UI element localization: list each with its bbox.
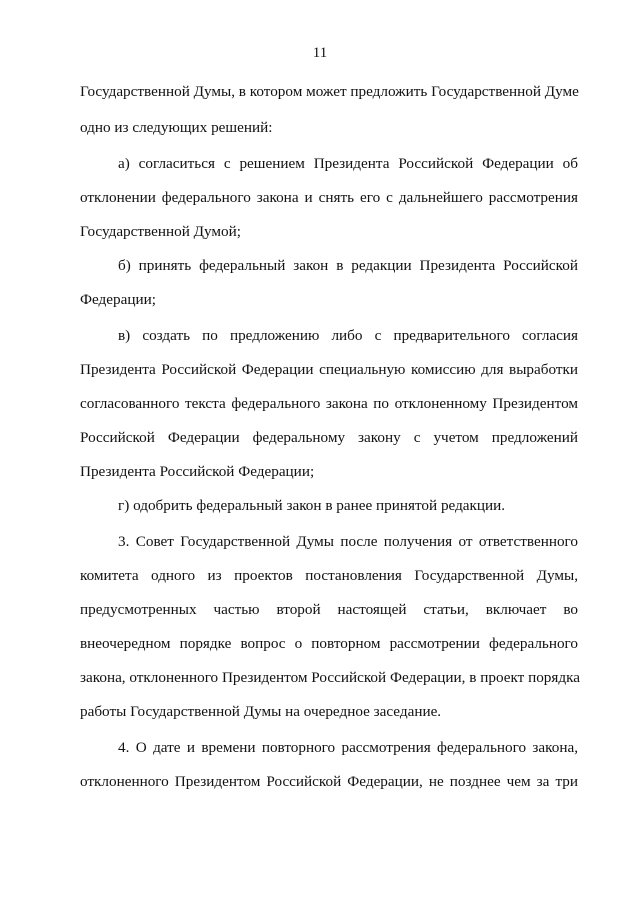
text-line: отклоненного Президентом Российской Федерации, не позднее чем за три xyxy=(80,773,578,790)
text-line: согласованного текста федерального закона по отклоненному Президентом xyxy=(80,395,578,412)
text-line: 4. О дате и времени повторного рассмотрения федерального закона, xyxy=(118,739,578,756)
text-line: комитета одного из проектов постановления Государственной Думы, xyxy=(80,567,578,584)
text-line: одно из следующих решений: xyxy=(80,119,273,136)
text-line: Государственной Думой; xyxy=(80,223,241,240)
text-line: а) согласиться с решением Президента Российской Федерации об xyxy=(118,155,578,172)
text-line: Президента Российской Федерации специальную комиссию для выработки xyxy=(80,361,578,378)
text-line: Государственной Думы, в котором может предложить Государственной Думе xyxy=(80,83,579,100)
text-line: отклонении федерального закона и снять его с дальнейшего рассмотрения xyxy=(80,189,578,206)
text-line: внеочередном порядке вопрос о повторном рассмотрении федерального xyxy=(80,635,578,652)
text-line: 3. Совет Государственной Думы после получения от ответственного xyxy=(118,533,578,550)
text-line: работы Государственной Думы на очередное заседание. xyxy=(80,703,442,720)
text-line: б) принять федеральный закон в редакции Президента Российской xyxy=(118,257,578,274)
text-line: Российской Федерации федеральному закону с учетом предложений xyxy=(80,429,578,446)
text-line: в) создать по предложению либо с предварительного согласия xyxy=(118,327,578,344)
text-line: г) одобрить федеральный закон в ранее принятой редакции. xyxy=(118,497,506,514)
text-line: предусмотренных частью второй настоящей статьи, включает во xyxy=(80,601,578,618)
text-line: Федерации; xyxy=(80,291,156,308)
text-line: закона, отклоненного Президентом Российской Федерации, в проект порядка xyxy=(80,669,581,686)
text-line: Президента Российской Федерации; xyxy=(80,463,315,480)
page-number: 11 xyxy=(312,45,328,61)
